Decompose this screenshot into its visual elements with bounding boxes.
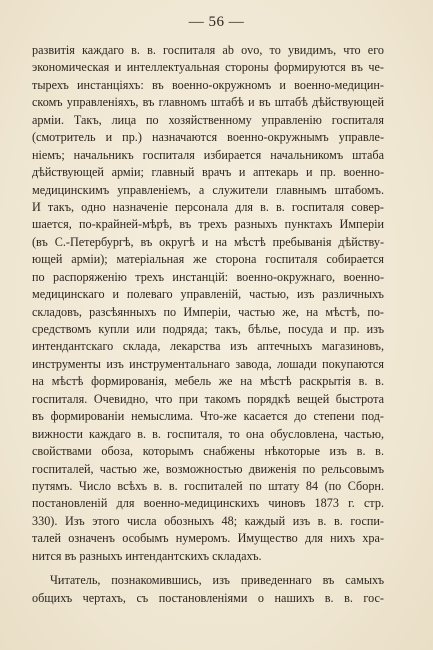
text-line: (смотритель и пр.) назначаются военно-окружнымъ управле-: [32, 130, 384, 145]
text-line: путямъ. Число всѣхъ в. в. госпиталей по штату 84 (по Сборн.: [32, 478, 384, 493]
text-line: интендантскаго склада, лекарства изъ аптечныхъ магазиновъ,: [32, 339, 384, 354]
paragraph-gap: [32, 565, 384, 572]
text-line: госпиталя. Очевидно, что при такомъ порядкѣ вещей быстрота: [32, 391, 384, 406]
text-line: развитія каждаго в. в. госпиталя аb ovo, то увидимъ, что его: [32, 43, 384, 57]
text-line: инструменты изъ инструментальнаго завода, лошади покупаются: [32, 356, 384, 371]
text-line: талей означенъ особымъ нумеромъ. Имущество для нихъ хра-: [32, 531, 384, 546]
text-line: средствомъ купли или подряда; такъ, бѣлье, посуда и пр. изъ: [32, 322, 384, 336]
text-line: тырехъ инстанціяхъ: въ военно-окружномъ и военно-медицин-: [32, 77, 384, 92]
text-line: нится въ разныхъ интендантскихъ складахъ.: [32, 548, 262, 563]
text-line: (въ С.-Петербургѣ, въ округѣ и на мѣстѣ пребыванія дѣйству-: [32, 234, 384, 249]
text-line: складовъ, разсѣянныхъ по Имперіи, частью же, на мѣстѣ, по-: [32, 304, 384, 319]
page-number: — 56 —: [188, 14, 245, 30]
text-line: скомъ управленіяхъ, въ главномъ штабѣ и въ штабѣ дѣйствующей: [32, 95, 384, 110]
text-line: общихъ чертахъ, съ постановленіями о нашихъ в. в. гос-: [32, 590, 384, 605]
text-line: ніемъ; начальникъ госпиталя избирается начальникомъ штаба: [32, 147, 384, 162]
text-line: экономическая и интеллектуальная стороны формируются въ че-: [32, 60, 384, 75]
text-line: И такъ, одно назначеніе персонала для в. в. госпиталя совер-: [32, 199, 384, 214]
text-line: медицинскаго и полеваго управленій, частью, изъ различныхъ: [32, 287, 384, 302]
text-line: медицинскимъ управленіемъ, а служители главнымъ штабомъ.: [32, 182, 384, 197]
text-line: по распоряженію трехъ инстанцій: военно-окружнаго, военно-: [32, 269, 384, 284]
text-line: 330). Изъ этого числа обозныхъ 48; каждый изъ в. в. госпи-: [32, 513, 384, 528]
text-line: госпиталей, частью же, возможностью движенія по рельсовымъ: [32, 461, 384, 476]
text-line: на мѣстѣ формированія, мебель же на мѣстѣ раскрытія в. в.: [32, 374, 384, 389]
text-line: Читатель, познакомившись, изъ приведеннаго въ самыхъ: [50, 573, 384, 588]
text-line: дѣйствующей арміи; главный врачъ и аптекарь и пр. военно-: [32, 165, 384, 180]
text-line: шается, по-крайней-мѣрѣ, въ трехъ разныхъ пунктахъ Имперіи: [32, 217, 384, 232]
text-line: арміи. Такъ, лица по хозяйственному управленію госпиталя: [32, 112, 384, 127]
text-line: вижности каждаго в. в. госпиталя, то она обусловлена, частью,: [32, 426, 384, 441]
text-line: постановленій для военно-медицинскихъ чиновъ 1873 г. стр.: [32, 496, 384, 511]
text-line: ющей арміи); матеріальная же сторона госпиталя собирается: [32, 252, 384, 267]
text-line: въ формированіи немыслима. Что-же касается до степени под-: [32, 409, 384, 424]
text-line: свойствами обоза, которымъ снабжены нѣкоторые изъ в. в.: [32, 444, 384, 459]
body-text: [32, 42, 384, 607]
